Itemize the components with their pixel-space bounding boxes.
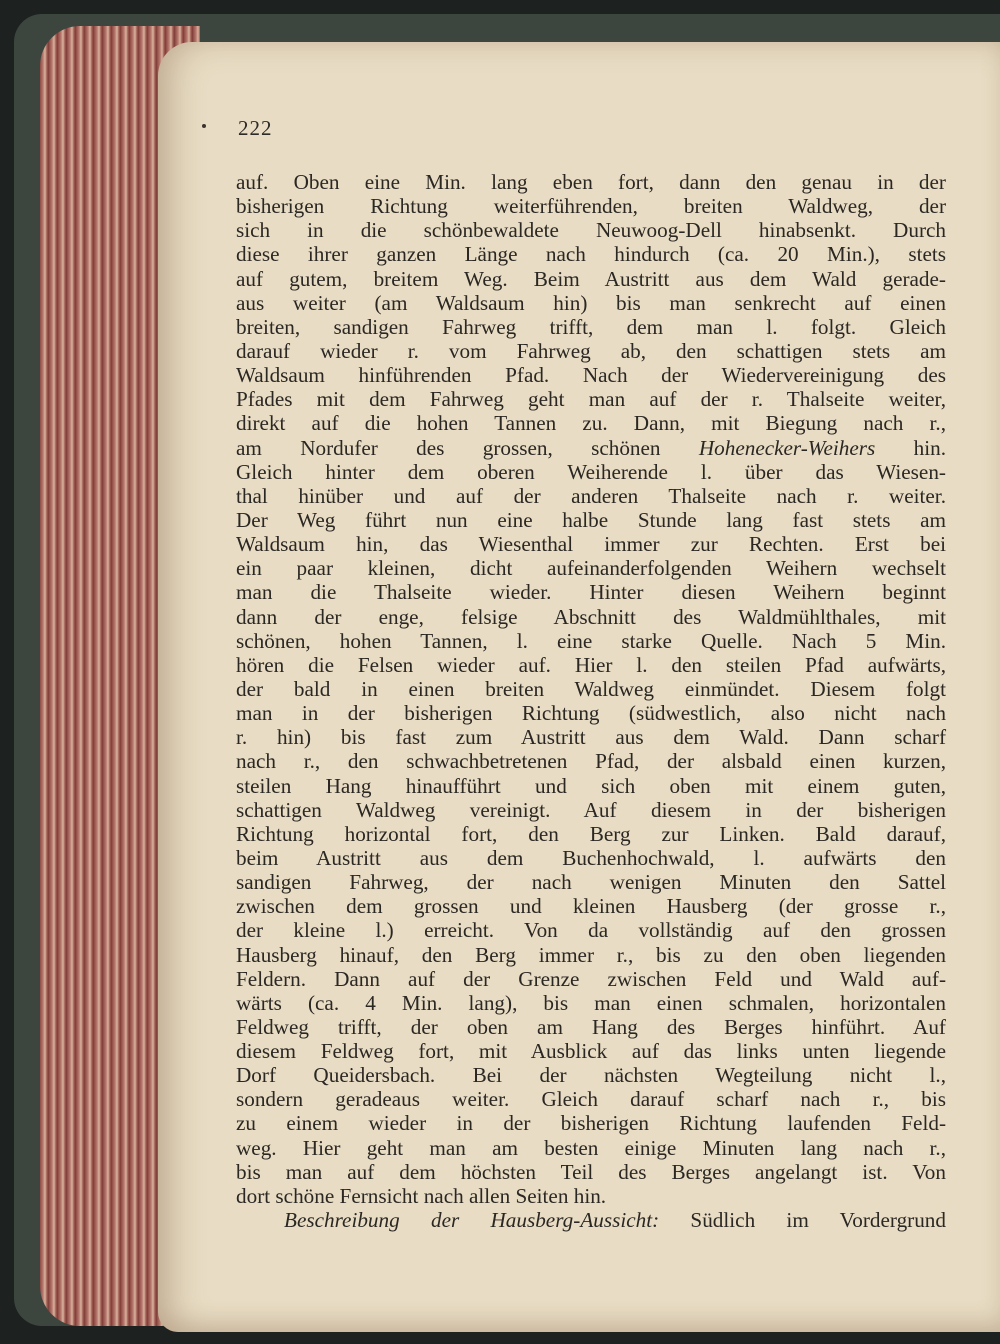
text-line bbox=[236, 798, 946, 822]
text-line bbox=[236, 194, 946, 218]
text-span: sich in die schönbewaldete Neuwoog-Dell hinabsenkt. Durch bbox=[236, 218, 946, 243]
text-span: dort schöne Fernsicht nach allen Seiten hin. bbox=[236, 1183, 607, 1208]
text-line bbox=[236, 339, 946, 363]
text-line bbox=[236, 774, 946, 798]
text-span: diesem Feldweg fort, mit Ausblick auf das links unten liegende bbox=[236, 1039, 946, 1064]
text-line bbox=[236, 580, 946, 604]
body-text bbox=[236, 170, 946, 1232]
text-line bbox=[236, 411, 946, 435]
text-line bbox=[236, 218, 946, 242]
text-span: Gleich hinter dem oberen Weiherende l. über das Wiesen- bbox=[236, 459, 946, 484]
text-span: thal hinüber und auf der anderen Thalseite nach r. weiter. bbox=[236, 483, 946, 508]
text-span: diese ihrer ganzen Länge nach hindurch (ca. 20 Min.), stets bbox=[236, 242, 946, 267]
text-line bbox=[236, 532, 946, 556]
text-line bbox=[236, 484, 946, 508]
text-line bbox=[236, 267, 946, 291]
text-line bbox=[236, 605, 946, 629]
text-span: am Nordufer des grossen, schönen bbox=[236, 435, 699, 460]
text-span: man die Thalseite wieder. Hinter diesen Weihern beginnt bbox=[236, 580, 946, 605]
text-line bbox=[236, 1087, 946, 1111]
text-span: Dorf Queidersbach. Bei der nächsten Wegteilung nicht l., bbox=[236, 1063, 946, 1088]
text-span: Der Weg führt nun eine halbe Stunde lang fast stets am bbox=[236, 507, 946, 532]
text-line bbox=[236, 1184, 946, 1208]
text-line bbox=[236, 822, 946, 846]
text-line bbox=[236, 967, 946, 991]
page-number: 222 bbox=[238, 116, 273, 140]
text-line bbox=[236, 1015, 946, 1039]
text-span: Richtung horizontal fort, den Berg zur Linken. Bald darauf, bbox=[236, 821, 946, 846]
text-span: direkt auf die hohen Tannen zu. Dann, mit Biegung nach r., bbox=[236, 411, 946, 436]
text-span: bisherigen Richtung weiterführenden, breiten Waldweg, der bbox=[236, 194, 946, 219]
text-line bbox=[236, 629, 946, 653]
text-span: der bald in einen breiten Waldweg einmündet. Diesem folgt bbox=[236, 676, 946, 701]
text-span: weg. Hier geht man am besten einige Minuten lang nach r., bbox=[236, 1135, 946, 1160]
text-span: wärts (ca. 4 Min. lang), bis man einen schmalen, horizontalen bbox=[236, 990, 946, 1015]
text-line bbox=[236, 315, 946, 339]
text-line bbox=[236, 556, 946, 580]
text-span: Waldsaum hinführenden Pfad. Nach der Wiedervereinigung des bbox=[236, 363, 946, 388]
text-span: Waldsaum hin, das Wiesenthal immer zur Rechten. Erst bei bbox=[236, 532, 946, 557]
text-span: hören die Felsen wieder auf. Hier l. den steilen Pfad aufwärts, bbox=[236, 652, 946, 677]
text-span: breiten, sandigen Fahrweg trifft, dem man l. folgt. Gleich bbox=[236, 314, 946, 339]
text-span: dann der enge, felsige Abschnitt des Waldmühlthales, mit bbox=[236, 604, 946, 629]
text-span: sondern geradeaus weiter. Gleich darauf scharf nach r., bis bbox=[236, 1087, 946, 1112]
text-line bbox=[236, 943, 946, 967]
text-line bbox=[236, 291, 946, 315]
text-line bbox=[236, 436, 946, 460]
text-line bbox=[236, 1039, 946, 1063]
text-line bbox=[236, 870, 946, 894]
text-span: zu einem wieder in der bisherigen Richtung laufenden Feld- bbox=[236, 1111, 946, 1136]
text-span: auf. Oben eine Min. lang eben fort, dann den genau in der bbox=[236, 170, 946, 194]
text-span: Feldern. Dann auf der Grenze zwischen Feld und Wald auf- bbox=[236, 966, 946, 991]
text-line bbox=[236, 894, 946, 918]
text-line bbox=[236, 1136, 946, 1160]
text-line bbox=[236, 1160, 946, 1184]
text-span: man in der bisherigen Richtung (südwestlich, also nicht nach bbox=[236, 701, 946, 726]
page-mark bbox=[202, 124, 206, 128]
text-span: Pfades mit dem Fahrweg geht man auf der r. Thalseite weiter, bbox=[236, 387, 946, 412]
text-line bbox=[236, 242, 946, 266]
text-span: Feldweg trifft, der oben am Hang des Berges hinführt. Auf bbox=[236, 1014, 946, 1039]
text-line bbox=[236, 170, 946, 194]
text-span: Südlich im Vordergrund bbox=[659, 1208, 946, 1233]
text-span: zwischen dem grossen und kleinen Hausberg (der grosse r., bbox=[236, 894, 946, 919]
text-span: ein paar kleinen, dicht aufeinanderfolgenden Weihern wechselt bbox=[236, 556, 946, 581]
text-line bbox=[236, 460, 946, 484]
text-line bbox=[236, 653, 946, 677]
text-line bbox=[236, 991, 946, 1015]
text-line bbox=[236, 749, 946, 773]
text-span: aus weiter (am Waldsaum hin) bis man senkrecht auf einen bbox=[236, 290, 946, 315]
text-line bbox=[236, 725, 946, 749]
text-line bbox=[236, 508, 946, 532]
italic-text: Hohenecker-Weihers bbox=[698, 435, 876, 460]
text-span: beim Austritt aus dem Buchenhochwald, l. aufwärts den bbox=[236, 845, 946, 870]
text-span: der kleine l.) erreicht. Von da vollständig auf den grossen bbox=[236, 918, 946, 943]
text-span: bis man auf dem höchsten Teil des Berges angelangt ist. Von bbox=[236, 1159, 946, 1184]
text-span: darauf wieder r. vom Fahrweg ab, den schattigen stets am bbox=[236, 338, 946, 363]
text-span: schattigen Waldweg vereinigt. Auf diesem in der bisherigen bbox=[236, 797, 946, 822]
text-span: Hausberg hinauf, den Berg immer r., bis zu den oben liegenden bbox=[236, 942, 946, 967]
text-line bbox=[236, 677, 946, 701]
text-line bbox=[236, 363, 946, 387]
text-span: nach r., den schwachbetretenen Pfad, der alsbald einen kurzen, bbox=[236, 749, 946, 774]
text-line bbox=[236, 1063, 946, 1087]
text-span: r. hin) bis fast zum Austritt aus dem Wald. Dann scharf bbox=[236, 725, 946, 750]
text-span: schönen, hohen Tannen, l. eine starke Quelle. Nach 5 Min. bbox=[236, 628, 946, 653]
text-line bbox=[236, 918, 946, 942]
text-line bbox=[236, 1111, 946, 1135]
text-line bbox=[236, 1208, 946, 1232]
text-span: sandigen Fahrweg, der nach wenigen Minuten den Sattel bbox=[236, 870, 946, 895]
text-line bbox=[236, 387, 946, 411]
text-span: auf gutem, breitem Weg. Beim Austritt aus dem Wald gerade- bbox=[236, 266, 946, 291]
text-line bbox=[236, 846, 946, 870]
text-span: steilen Hang hinaufführt und sich oben mit einem guten, bbox=[236, 773, 946, 798]
italic-text: Beschreibung der Hausberg-Aussicht: bbox=[284, 1208, 660, 1233]
text-span: hin. bbox=[875, 435, 946, 460]
text-line bbox=[236, 701, 946, 725]
